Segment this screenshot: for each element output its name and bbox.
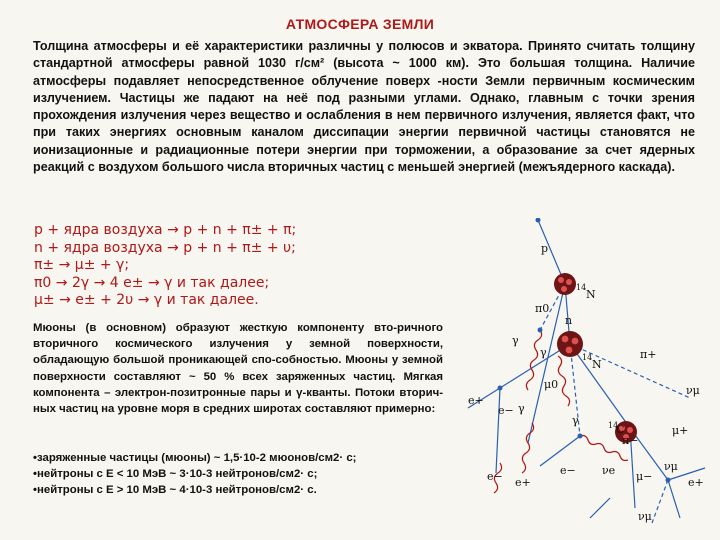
reaction-list: [34, 222, 364, 310]
intro-paragraph: Толщина атмосферы и её характеристики различны у полюсов и экватора. Принято считать толщину стандартной атмосферы равной 1030 г/см² (высота ~ 1000 км). Это большая толщина. Наличие атмосферы подавляет непосредственное облучение поверх -ности Земли первичным космическим излучением. Частицы же падают на неё под разными углами. Однако, главным с точки зрения прохождения излучения через вещество и ослабления в нем первичного излучения, является факт, что при таких энергиях основным каналом диссипации энергии первичной частицы становятся не ионизационные и радиационные потери энергии при торможении, а образование за счет ядерных реакций с воздухом большого числа вторичных частиц с меньшей энергией (межъядерного каскада).: [33, 39, 695, 175]
reaction-line: p + ядра воздуха → p + n + π± + π;: [34, 222, 297, 238]
reaction-line: π0 → 2γ → 4 e± → γ и так далее;: [34, 274, 270, 291]
cascade-diagram: [440, 218, 715, 536]
label-gamma-1: γ: [512, 334, 519, 347]
reaction-line: π± → μ± + γ;: [34, 257, 130, 274]
label-gamma-2: γ: [540, 346, 547, 359]
label-gamma-3: γ: [518, 402, 525, 415]
flux-item: •нейтроны с Е > 10 МэВ ~ 4·10-3 нейтронов/см2· с.: [33, 484, 317, 497]
flux-item: •заряженные частицы (мюоны) ~ 1,5·10-2 мюонов/см2· с;: [33, 452, 357, 464]
label-c14-num: 14: [608, 421, 619, 430]
label-e-plus-left: e+: [468, 394, 484, 407]
label-nu-mu-bottom: νμ: [638, 510, 652, 523]
particle-tracks: [468, 220, 705, 523]
label-n-mid: N: [592, 358, 602, 371]
label-mu-plus: μ+: [672, 424, 689, 437]
reaction-line: n + ядра воздуха → p + n + π± + υ;: [34, 239, 296, 256]
label-e-minus-left: e−: [487, 470, 503, 483]
label-mu-minus: μ−: [636, 470, 653, 483]
label-n: n: [565, 314, 573, 327]
muons-paragraph: Мюоны (в основном) образуют жесткую компоненту вто-ричного вторичного космического излучения у земной поверхности, обладающую большой проникающей спо-собностью. Мюоны у земной поверхности составляют ~ 50 % всех заряженных частиц. Мягкая компонента – электрон-позитронные пары и γ-кванты. Потоки вторич-ных частиц на уровне моря в средних широтах составляют примерно:: [33, 322, 443, 416]
page-title: АТМОСФЕРА ЗЕМЛИ: [285, 16, 435, 32]
label-gamma-4: γ: [572, 414, 579, 427]
label-nu-mu-right: νμ: [686, 384, 700, 397]
label-e-plus-bottom: e+: [515, 476, 531, 489]
label-e-minus-mid: e−: [498, 404, 514, 417]
label-nu-e: νe: [602, 464, 616, 477]
label-n-top: N: [586, 288, 596, 301]
label-p: p: [541, 242, 549, 255]
flux-list: [33, 450, 453, 499]
label-e-plus-right: e+: [688, 476, 704, 489]
label-nu-mu-mid: νμ: [664, 460, 678, 473]
nucleus-top: [554, 273, 576, 295]
label-c14-sym: C: [616, 423, 625, 436]
label-mu-zero: μ0: [544, 378, 559, 391]
nucleus-middle: [557, 331, 583, 357]
label-14-top: 14: [576, 283, 587, 292]
label-pi-zero: π0: [535, 302, 550, 315]
flux-item: •нейтроны с Е < 10 МэВ ~ 3·10-3 нейтронов/см2· с;: [33, 468, 318, 481]
reaction-line: μ± → e± + 2υ → γ и так далее.: [34, 292, 259, 309]
label-pi-plus: π+: [640, 348, 657, 361]
label-pi-minus: π−: [622, 434, 639, 447]
label-14-mid: 14: [582, 353, 593, 362]
label-e-minus-bottom: e−: [560, 464, 576, 477]
